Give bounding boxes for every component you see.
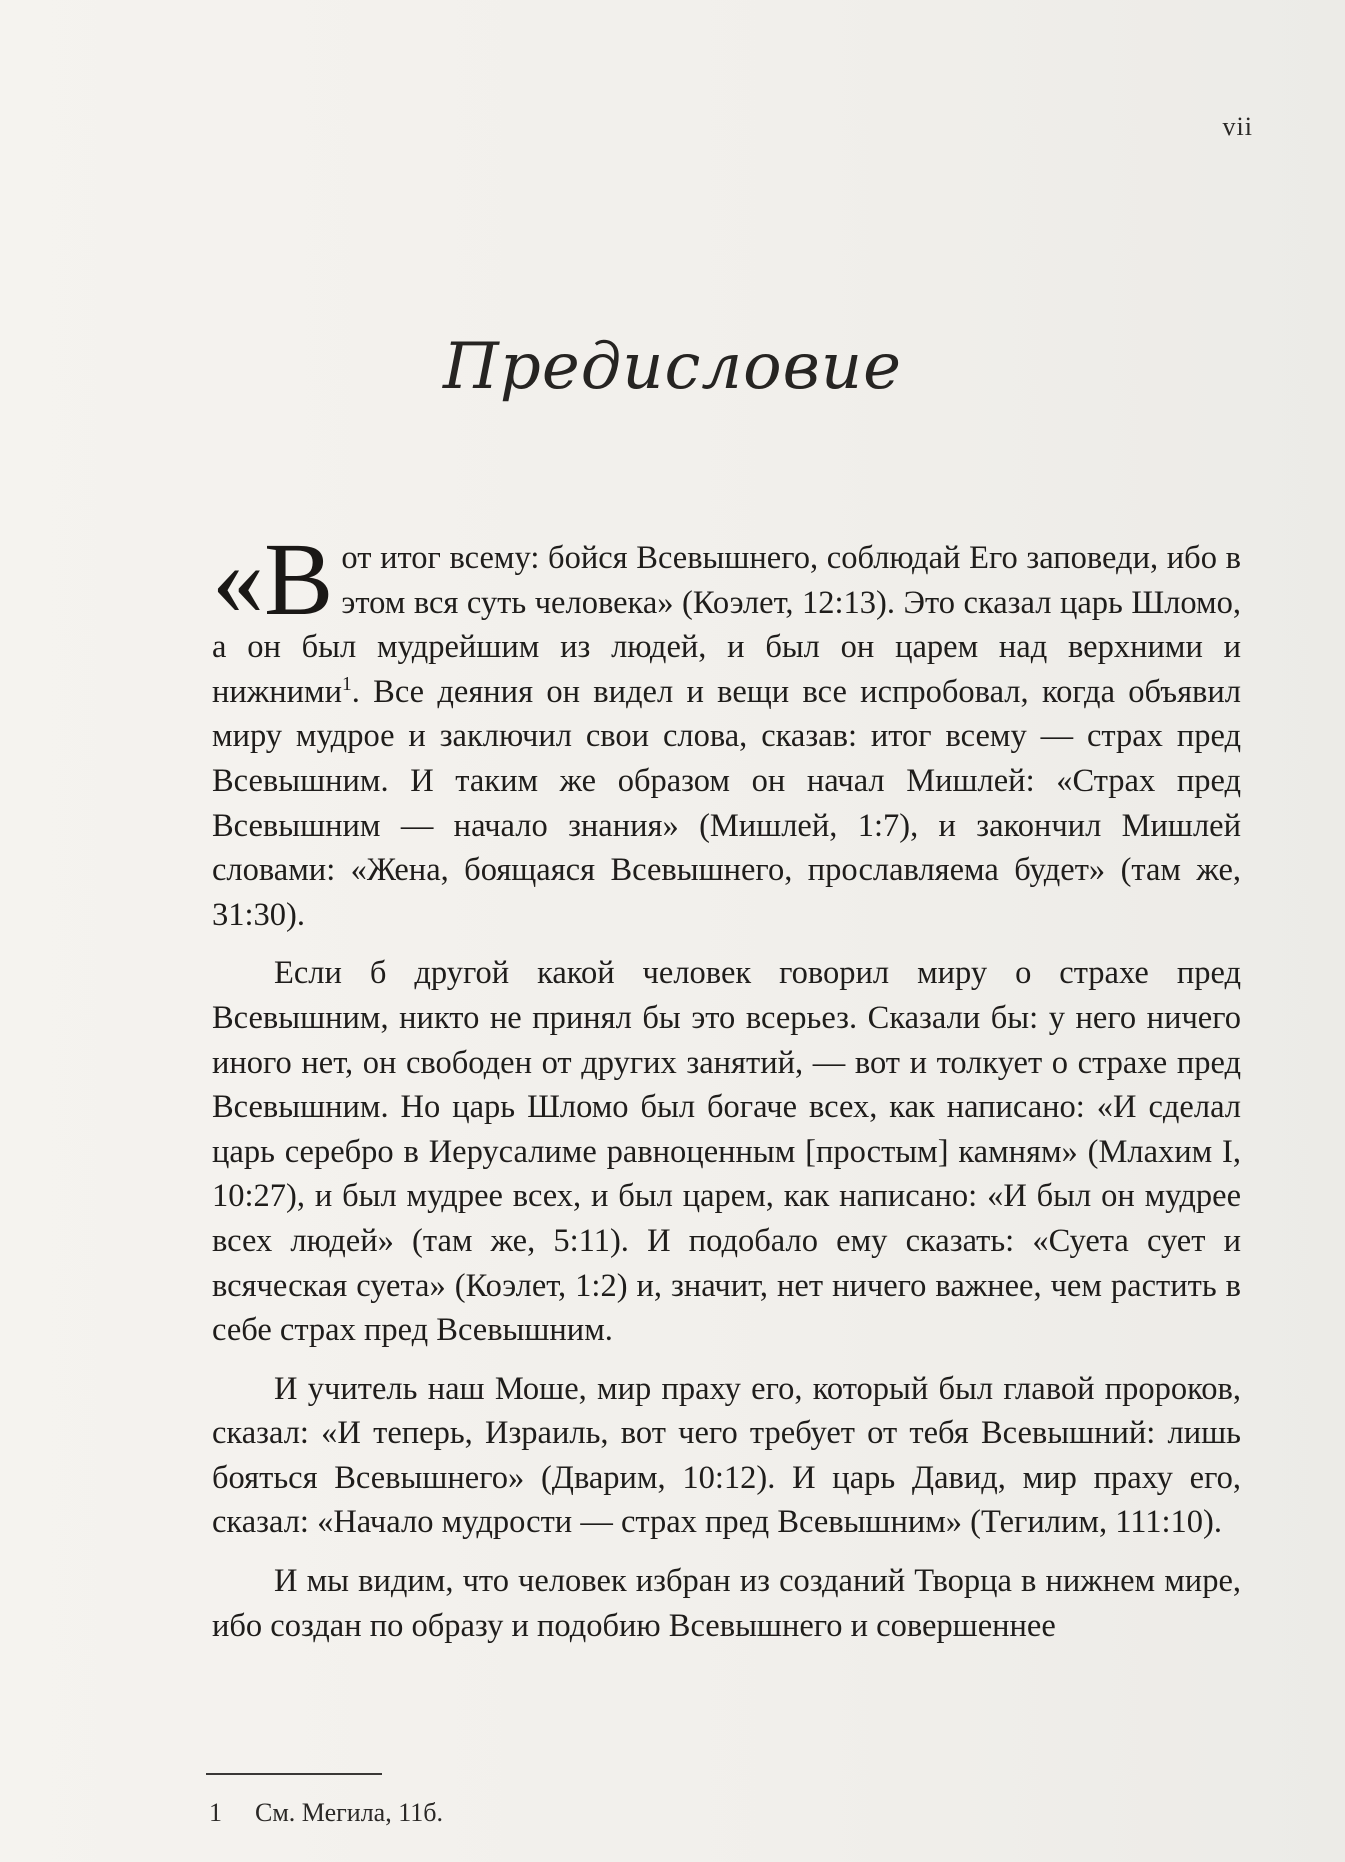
paragraph-2: Если б другой какой человек говорил миру о страхе пред Всевышним, никто не принял бы это всерьез. Сказали бы: у него ничего иного нет, он свободен от других занятий, — вот и толкует о страхе пред Всевышним. Но царь Шломо был богаче всех, как написано: «И сделал царь серебро в Иерусалиме равноценным [простым] камням» (Млахим I, 10:27), и был мудрее всех, и был царем, как написано: «И был он мудрее всех людей» (там же, 5:11). И подобало ему сказать: «Суета сует и всяческая суета» (Коэлет, 1:2) и, значит, нет ничего важнее, чем растить в себе страх пред Всевышним. [212,955,1241,1349]
footnote-text: См. Мегила, 11б. [255,1798,443,1827]
paragraph-4: И мы видим, что человек избран из созданий Творца в нижнем мире, ибо создан по образу и подобию Всевышнего и совершеннее [212,1563,1241,1644]
opening-quote-mark: « [212,522,264,637]
paragraph-3: И учитель наш Моше, мир праху его, который был главой пророков, сказал: «И теперь, Израиль, вот чего требует от тебя Всевышний: лишь бояться Всевышнего» (Дварим, 10:12). И царь Давид, мир праху его, сказал: «Начало мудрости — страх пред Всевышним» (Тегилим, 111:10). [212,1370,1241,1541]
body-text [212,522,1241,1648]
footnote-reference[interactable]: 1 [341,673,352,695]
paragraph-1 [212,522,1241,937]
page-number: vii [1222,112,1253,141]
paragraph-1-text-a: от итог всему: бойся Всевышнего, соблюдай Его заповеди, ибо в этом вся суть человека» (Коэлет, 12:13). Это сказал царь Шломо, а он был мудрейшим из людей, и был он царем над верхними и нижними [212,540,1241,710]
chapter-title: Предисловие [443,330,902,404]
drop-cap [212,522,334,637]
footnote-number: 1 [209,1798,222,1827]
footnote-divider [206,1773,382,1775]
paragraph-1-text-b: . Все деяния он видел и вещи все испробовал, когда объявил миру мудрое и заключил свои слова, сказав: итог всему — страх пред Всевышним. И таким же образом он начал Мишлей: «Страх пред Всевышним — начало знания» (Мишлей, 1:7), и закончил Мишлей словами: «Жена, боящаяся Всевышнего, прославляема будет» (там же, 31:30). [212,673,1241,933]
drop-cap-letter: В [264,522,334,637]
footnote [209,1798,443,1828]
